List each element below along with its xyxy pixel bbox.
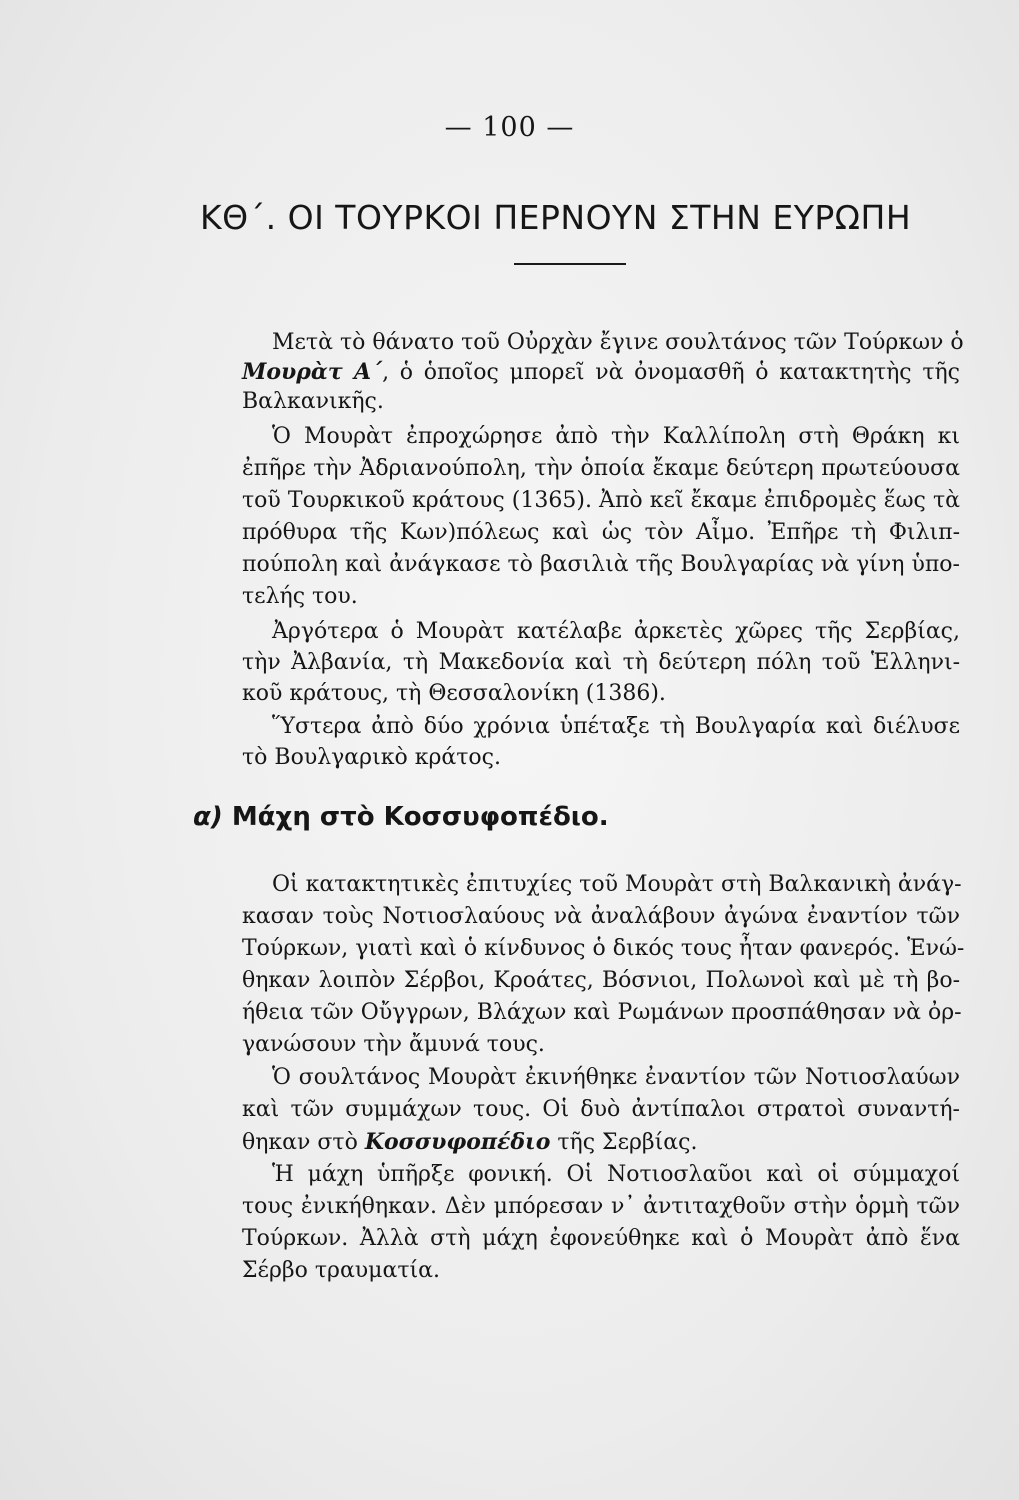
text-line: Ἀργότερα ὁ Μουρὰτ κατέλαβε ἀρκετὲς χῶρες τῆς Σερβίας, bbox=[272, 619, 960, 644]
chapter-title: ΚΘ΄. ΟΙ ΤΟΥΡΚΟΙ ΠΕΡΝΟΥΝ ΣΤΗΝ ΕΥΡΩΠΗ bbox=[200, 198, 912, 237]
text-line: καὶ τῶν συμμάχων τους. Οἱ δυὸ ἀντίπαλοι στρατοὶ συναντή- bbox=[242, 1097, 960, 1122]
text-line: ἐπῆρε τὴν Ἀδριανούπολη, τὴν ὁποία ἔκαμε δεύτερη πρωτεύουσα bbox=[242, 456, 960, 481]
section-marker: α) bbox=[193, 802, 223, 832]
text-fragment: τῆς Σερβίας. bbox=[550, 1130, 698, 1155]
text-line: κοῦ κράτους, τὴ Θεσσαλονίκη (1386). bbox=[242, 681, 666, 706]
text-line: τὸ Βουλγαρικὸ κράτος. bbox=[242, 745, 501, 770]
text-fragment: , ὁ ὁποῖος μπορεῖ νὰ ὀνομασθῆ ὁ κατακτητὴς τῆς bbox=[382, 360, 960, 385]
text-line: Ὕστερα ἀπὸ δύο χρόνια ὑπέταξε τὴ Βουλγαρία καὶ διέλυσε bbox=[272, 714, 960, 739]
emphasis-place: Κοσσυφοπέδιο bbox=[364, 1129, 551, 1155]
text-line: Ὁ Μουρὰτ ἐπροχώρησε ἀπὸ τὴν Καλλίπολη στὴ Θράκη κι bbox=[272, 424, 960, 449]
text-line: τοῦ Τουρκικοῦ κράτους (1365). Ἀπὸ κεῖ ἔκαμε ἐπιδρομὲς ἕως τὰ bbox=[242, 488, 960, 513]
text-line: πρόθυρα τῆς Κων)πόλεως καὶ ὡς τὸν Αἶμο. Ἐπῆρε τὴ Φιλιπ- bbox=[242, 520, 960, 545]
text-line: τελής του. bbox=[242, 584, 358, 609]
text-line: Τούρκων. Ἀλλὰ στὴ μάχη ἐφονεύθηκε καὶ ὁ Μουρὰτ ἀπὸ ἕνα bbox=[242, 1226, 960, 1251]
text-line: θηκαν λοιπὸν Σέρβοι, Κροάτες, Βόσνιοι, Πολωνοὶ καὶ μὲ τὴ βο- bbox=[242, 968, 960, 993]
text-line: πούπολη καὶ ἀνάγκασε τὸ βασιλιὰ τῆς Βουλγαρίας νὰ γίνη ὑπο- bbox=[242, 552, 960, 577]
page-number: — 100 — bbox=[444, 112, 575, 143]
text-line: Ἡ μάχη ὑπῆρξε φονική. Οἱ Νοτιοσλαῦοι καὶ οἱ σύμμαχοί bbox=[272, 1162, 960, 1187]
text-line: τους ἐνικήθηκαν. Δὲν μπόρεσαν ν᾽ ἀντιταχθοῦν στὴν ὁρμὴ τῶν bbox=[242, 1194, 960, 1219]
text-line: Βαλκανικῆς. bbox=[242, 389, 384, 414]
text-line: τὴν Ἀλβανία, τὴ Μακεδονία καὶ τὴ δεύτερη πόλη τοῦ Ἑλληνι- bbox=[242, 650, 960, 675]
text-line: ήθεια τῶν Οὔγγρων, Βλάχων καὶ Ρωμάνων προσπάθησαν νὰ ὀρ- bbox=[242, 1000, 962, 1025]
text-line bbox=[242, 1127, 960, 1158]
text-line: Μετὰ τὸ θάνατο τοῦ Οὐρχὰν ἔγινε σουλτάνος τῶν Τούρκων ὁ bbox=[272, 330, 964, 355]
section-title: Μάχη στὸ Κοσσυφοπέδιο. bbox=[231, 802, 609, 832]
text-line: Σέρβο τραυματία. bbox=[242, 1258, 440, 1283]
text-line: Τούρκων, γιατὶ καὶ ὁ κίνδυνος ὁ δικός τους ἦταν φανερός. Ἑνώ- bbox=[242, 936, 965, 961]
text-fragment: θηκαν στὸ bbox=[242, 1130, 365, 1155]
text-line: Οἱ κατακτητικὲς ἐπιτυχίες τοῦ Μουρὰτ στὴ Βαλκανικὴ ἀνάγ- bbox=[272, 872, 962, 897]
text-line: Ὁ σουλτάνος Μουρὰτ ἐκινήθηκε ἐναντίον τῶν Νοτιοσλαύων bbox=[272, 1065, 960, 1090]
emphasis-name: Μουρὰτ Α΄ bbox=[242, 359, 383, 385]
text-line: κασαν τοὺς Νοτιοσλαύους νὰ ἀναλάβουν ἀγώνα ἐναντίον τῶν bbox=[242, 904, 960, 929]
text-line: γανώσουν τὴν ἄμυνά τους. bbox=[242, 1032, 545, 1057]
